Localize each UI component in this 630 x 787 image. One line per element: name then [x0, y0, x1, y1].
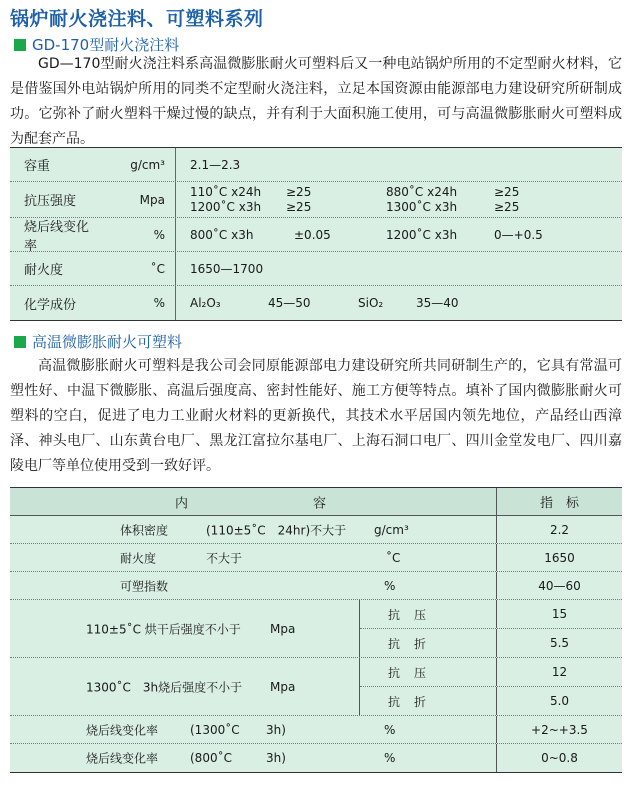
property-unit: Mpa: [96, 182, 176, 217]
group-sub-row: [360, 600, 622, 628]
property-value: 1300˚C x3h: [386, 200, 458, 214]
section-heading-label: 高温微膨胀耐火可塑料: [32, 333, 183, 351]
row-condition: (1300˚C: [190, 722, 240, 737]
green-square-bullet-icon: [14, 39, 26, 51]
table-header: [10, 488, 622, 516]
header-index: 指 标: [496, 488, 622, 515]
property-value: 880˚C x24h: [386, 185, 458, 199]
table-row: [10, 148, 622, 182]
row-label: 耐火度: [120, 551, 157, 565]
group-sub-row: [360, 628, 622, 657]
sub-label: 抗折: [388, 694, 441, 709]
group-sub-row: [360, 686, 622, 715]
group-sub-row: [360, 658, 622, 686]
header-content-a: 内: [175, 496, 189, 511]
group-label: 110±5˚C 烘干后强度不小于: [86, 622, 241, 636]
sub-value: 5.0: [496, 687, 622, 715]
row-label: 烧后线变化率: [86, 723, 159, 737]
strength-group: [10, 600, 622, 658]
row-label: 烧后线变化率: [86, 751, 159, 766]
sub-label: 抗折: [388, 636, 441, 651]
table-row: [10, 716, 622, 744]
property-value: 45—50: [268, 296, 311, 310]
row-index: 1650: [496, 544, 622, 571]
table-row: [10, 572, 622, 600]
property-name: 容重: [24, 159, 51, 174]
header-content-b: 容: [313, 496, 327, 511]
table-row: [10, 286, 622, 320]
sub-label: 抗压: [388, 665, 441, 680]
table-row: [10, 544, 622, 572]
property-value: ≥25: [286, 185, 312, 199]
property-value: 1200˚C x3h: [190, 200, 262, 214]
property-value: 800˚C x3h: [190, 228, 254, 242]
property-value: ≥25: [286, 200, 312, 214]
green-square-bullet-icon: [14, 336, 26, 348]
property-value: 110˚C x24h: [190, 185, 262, 199]
row-unit: g/cm³: [374, 522, 409, 537]
row-label: 体积密度: [120, 523, 169, 537]
property-unit: ˚C: [96, 252, 176, 285]
row-label: 可塑指数: [120, 579, 169, 593]
property-unit: g/cm³: [96, 148, 176, 181]
property-unit: %: [96, 286, 176, 320]
property-value: 1650—1700: [190, 262, 264, 276]
property-name: 抗压强度: [24, 194, 77, 209]
section-paragraph: GD—170型耐火浇注料系高温微膨胀耐火可塑料后又一种电站锅炉所用的不定型耐火材料，它是借鉴国外电站锅炉所用的同类不定型耐火浇注料，立足本国资源由能源部电力建设研究所研制成功。它弥补了耐火塑料干燥过慢的缺点，并有利于大面积施工使用，可与高温微膨胀耐火可塑料成为配套产品。: [10, 56, 622, 147]
sub-label: 抗压: [388, 607, 441, 622]
strength-group: [10, 658, 622, 716]
row-unit: %: [384, 722, 396, 737]
row-index: +2~+3.5: [496, 716, 622, 743]
property-value: ±0.05: [294, 228, 331, 242]
sub-value: 15: [496, 600, 622, 628]
property-value: ≥25: [494, 185, 520, 199]
row-unit: %: [384, 751, 396, 765]
properties-table-plastic: [10, 487, 622, 773]
property-value: SiO₂: [358, 296, 384, 310]
section-heading-plastic: [14, 331, 182, 352]
property-name: 化学成份: [24, 297, 77, 313]
page-title: 锅炉耐火浇注料、可塑料系列: [10, 8, 264, 30]
row-index: 2.2: [496, 516, 622, 543]
property-value: 35—40: [416, 296, 459, 310]
table-row: [10, 744, 622, 772]
row-index: 0~0.8: [496, 744, 622, 772]
row-condition: (800˚C: [190, 751, 232, 765]
row-condition: (110±5˚C 24hr)不大于: [206, 523, 347, 537]
group-unit: Mpa: [270, 621, 296, 636]
property-value: ≥25: [494, 200, 520, 214]
row-condition: 3h): [266, 751, 286, 765]
section-paragraph: 高温微膨胀耐火可塑料是我公司会同原能源部电力建设研究所共同研制生产的，它具有常温可塑性好、中温下微膨胀、高温后强度高、密封性能好、施工方便等特点。填补了国内微膨胀耐火可塑料的空白，促进了电力工业耐火材料的更新换代，其技术水平居国内领先地位，产品经山西漳泽、神头电厂、山东黄台电厂、黑龙江富拉尔基电厂、上海石洞口电厂、四川金堂发电厂、四川嘉陵电厂等单位使用受到一致好评。: [10, 358, 622, 474]
property-value: Al₂O₃: [190, 296, 221, 310]
property-value: 1200˚C x3h: [386, 228, 458, 242]
row-unit: ˚C: [386, 550, 401, 565]
property-value: 0—+0.5: [494, 228, 543, 242]
table-row: [10, 252, 622, 286]
properties-table-gd170: [10, 147, 622, 321]
property-value: 2.1—2.3: [190, 158, 241, 172]
sub-value: 5.5: [496, 629, 622, 657]
table-row: [10, 218, 622, 252]
group-unit: Mpa: [270, 679, 296, 694]
row-condition: 不大于: [206, 551, 243, 565]
row-unit: %: [384, 578, 396, 593]
row-condition: 3h): [266, 722, 286, 737]
table-row: [10, 182, 622, 218]
row-index: 40—60: [496, 572, 622, 599]
property-unit: %: [96, 218, 176, 251]
group-label: 1300˚C 3h烧后强度不小于: [86, 680, 243, 694]
property-name: 耐火度: [24, 263, 64, 278]
section-heading-label: GD-170型耐火浇注料: [32, 36, 180, 54]
property-name: 烧后线变化率: [24, 219, 90, 254]
table-row: [10, 516, 622, 544]
sub-value: 12: [496, 658, 622, 686]
